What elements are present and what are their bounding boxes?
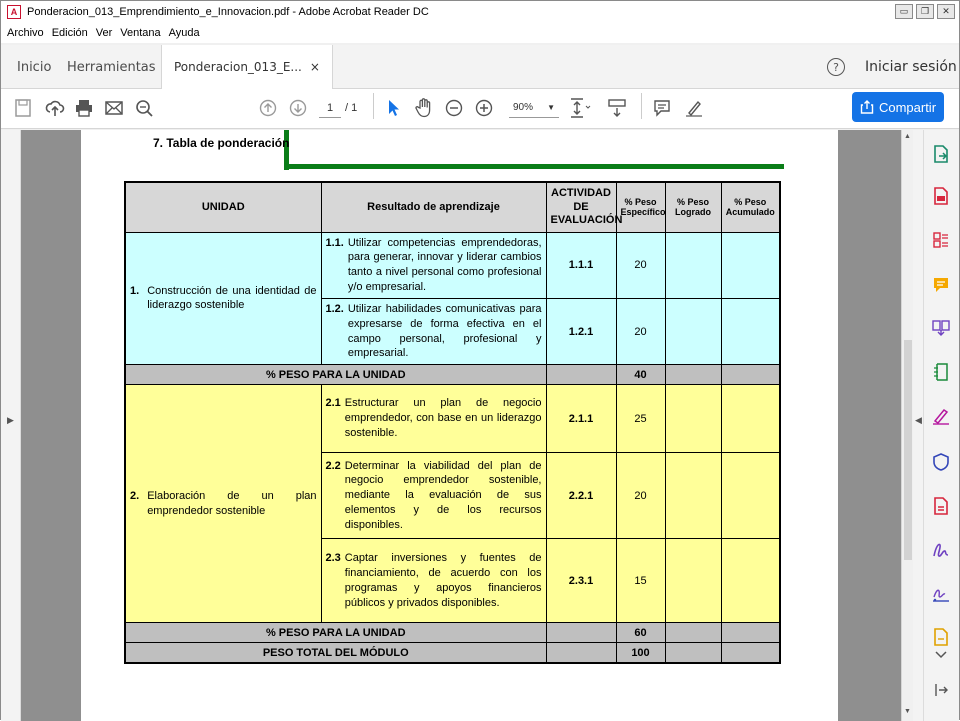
hand-tool-icon[interactable] <box>415 97 433 119</box>
share-label: Compartir <box>878 99 937 115</box>
stamp-tool-icon[interactable] <box>931 627 951 647</box>
header-resultado: Resultado de aprendizaje <box>321 182 546 232</box>
unit-name: Construcción de una identidad de liderazgo sostenible <box>147 284 317 312</box>
signin-link[interactable]: Iniciar sesión <box>865 59 957 75</box>
save-icon[interactable] <box>15 97 31 119</box>
organize-pages-icon[interactable] <box>931 230 951 250</box>
tab-close-icon[interactable]: × <box>309 60 320 74</box>
page-total: / 1 <box>345 102 358 114</box>
scroll-down-icon[interactable]: ▼ <box>904 708 911 715</box>
zoom-select[interactable] <box>509 98 559 118</box>
window-title: Ponderacion_013_Emprendimiento_e_Innovacion.pdf - Adobe Acrobat Reader DC <box>27 6 429 18</box>
pdf-page <box>81 130 838 721</box>
result-number: 2.1 <box>325 397 341 410</box>
print-icon[interactable] <box>75 97 93 119</box>
result-text: Determinar la viabilidad del plan de negocio emprendedor sostenible, mediante la evaluación de sus elementos y de los recursos disponibles. <box>344 459 542 532</box>
zoom-out-icon[interactable] <box>445 97 463 119</box>
left-panel-toggle-strip <box>1 130 21 721</box>
achieved-cell <box>665 298 721 364</box>
activity-cell: 2.1.1 <box>546 385 616 453</box>
minimize-button[interactable]: ▭ <box>895 4 913 19</box>
subtotal-label: % PESO PARA LA UNIDAD <box>125 623 546 643</box>
weight-cell: 20 <box>616 298 665 364</box>
share-button[interactable] <box>852 92 944 122</box>
send-pdf-icon[interactable] <box>931 496 951 516</box>
comment-tool-icon[interactable] <box>931 275 951 295</box>
total-value: 100 <box>616 643 665 663</box>
certificate-sign-icon[interactable] <box>931 584 951 604</box>
activity-cell: 1.1.1 <box>546 232 616 298</box>
result-text: Estructurar un plan de negocio emprendedor, con base en un liderazgo sostenible. <box>344 397 542 440</box>
expand-left-panel-icon[interactable]: ▶ <box>7 415 14 425</box>
accumulated-cell <box>721 385 780 453</box>
cloud-upload-icon[interactable] <box>45 97 65 119</box>
scroll-mode-icon[interactable] <box>607 97 627 119</box>
collapse-panel-icon[interactable] <box>931 680 951 700</box>
zoom-value: 90% <box>513 102 534 113</box>
collapse-right-panel-icon[interactable]: ◀ <box>915 415 922 425</box>
compress-pdf-icon[interactable] <box>931 362 951 382</box>
subtotal-empty-cell <box>665 623 721 643</box>
restore-button[interactable]: ❐ <box>916 4 934 19</box>
result-text: Captar inversiones y fuentes de financiamiento, de acuerdo con los programas y apoyos financieros públicos y privados disponibles. <box>344 552 542 609</box>
toolbar <box>1 89 959 129</box>
accumulated-cell <box>721 453 780 539</box>
help-icon[interactable]: ? <box>827 58 845 76</box>
email-icon[interactable] <box>105 97 123 119</box>
accumulated-cell <box>721 539 780 623</box>
comment-icon[interactable] <box>653 97 671 119</box>
scroll-up-icon[interactable]: ▲ <box>904 133 911 140</box>
close-window-button[interactable]: ✕ <box>937 4 955 19</box>
activity-cell: 2.2.1 <box>546 453 616 539</box>
result-cell <box>321 385 546 453</box>
document-view <box>21 130 901 721</box>
subtotal-empty-cell <box>665 365 721 385</box>
right-tools-panel <box>923 130 959 721</box>
combine-files-icon[interactable] <box>931 318 951 338</box>
result-number: 2.3 <box>325 552 341 565</box>
total-empty-cell <box>546 643 616 663</box>
tab-tools[interactable]: Herramientas <box>67 59 156 75</box>
subtotal-row <box>125 623 780 643</box>
right-panel-toggle-strip <box>913 130 923 721</box>
green-decor-bar-horizontal <box>284 164 784 169</box>
header-actividad: ACTIVIDAD DE EVALUACIÓN <box>546 182 616 232</box>
header-peso-especifico: % Peso Específico <box>616 182 665 232</box>
select-cursor-icon[interactable] <box>387 97 401 119</box>
total-row <box>125 643 780 663</box>
table-row <box>125 232 780 298</box>
menu-ventana[interactable]: Ventana <box>120 27 161 39</box>
unit-cell <box>125 385 321 623</box>
page-number-input[interactable]: 1 <box>319 98 341 118</box>
toolbar-divider <box>373 95 375 117</box>
unit-cell <box>125 232 321 365</box>
total-label: PESO TOTAL DEL MÓDULO <box>125 643 546 663</box>
export-pdf-icon[interactable] <box>931 144 951 164</box>
result-number: 1.2. <box>325 302 344 315</box>
activity-cell: 2.3.1 <box>546 539 616 623</box>
window-controls <box>895 4 955 19</box>
tab-bar <box>1 45 959 89</box>
header-peso-logrado: % Peso Logrado <box>665 182 721 232</box>
table-row <box>125 385 780 453</box>
table-header-row <box>125 182 780 232</box>
accumulated-cell <box>721 298 780 364</box>
weight-cell: 25 <box>616 385 665 453</box>
next-page-icon[interactable] <box>289 97 307 119</box>
subtotal-value: 40 <box>616 365 665 385</box>
result-cell <box>321 298 546 364</box>
fill-sign-icon[interactable] <box>931 406 951 426</box>
protect-shield-icon[interactable] <box>931 452 951 472</box>
tab-document-label: Ponderacion_013_E... <box>174 60 302 74</box>
result-cell <box>321 539 546 623</box>
chevron-down-icon[interactable] <box>931 645 951 665</box>
menu-bar <box>1 23 959 43</box>
subtotal-empty-cell <box>546 623 616 643</box>
zoom-search-icon[interactable] <box>135 97 153 119</box>
result-number: 1.1. <box>325 236 344 249</box>
fit-page-icon[interactable] <box>569 97 593 119</box>
highlight-pen-icon[interactable] <box>685 97 703 119</box>
result-number: 2.2 <box>325 459 341 472</box>
achieved-cell <box>665 385 721 453</box>
title-bar <box>1 1 959 23</box>
menu-archivo[interactable]: Archivo <box>7 27 44 39</box>
create-pdf-icon[interactable] <box>931 186 951 206</box>
toolbar-divider-2 <box>641 95 643 117</box>
result-cell <box>321 232 546 298</box>
activity-cell: 1.2.1 <box>546 298 616 364</box>
accumulated-cell <box>721 232 780 298</box>
achieved-cell <box>665 232 721 298</box>
subtotal-row <box>125 365 780 385</box>
header-peso-acumulado: % Peso Acumulado <box>721 182 780 232</box>
menu-edicion[interactable]: Edición <box>51 27 88 39</box>
weight-cell: 20 <box>616 232 665 298</box>
result-text: Utilizar habilidades comunicativas para expresarse de forma efectiva en el campo personal, profesional y empresarial. <box>347 302 542 360</box>
scrollbar-thumb[interactable] <box>904 340 912 560</box>
subtotal-empty-cell <box>721 365 780 385</box>
result-cell <box>321 453 546 539</box>
zoom-in-icon[interactable] <box>475 97 493 119</box>
weighting-table <box>124 181 781 664</box>
unit-name: Elaboración de un plan emprendedor sostenible <box>147 489 317 517</box>
unit-number: 1. <box>130 284 140 297</box>
weight-cell: 20 <box>616 453 665 539</box>
total-empty-cell <box>665 643 721 663</box>
subtotal-empty-cell <box>721 623 780 643</box>
menu-ayuda[interactable]: Ayuda <box>168 27 200 39</box>
section-title: 7. Tabla de ponderación <box>153 136 290 150</box>
subtotal-empty-cell <box>546 365 616 385</box>
result-text: Utilizar competencias emprendedoras, para generar, innovar y liderar cambios tanto a nivel personal como profesional y/o empresarial. <box>347 236 542 294</box>
achieved-cell <box>665 539 721 623</box>
subtotal-label: % PESO PARA LA UNIDAD <box>125 365 546 385</box>
menu-ver[interactable]: Ver <box>95 27 113 39</box>
request-signature-icon[interactable] <box>931 540 951 560</box>
total-empty-cell <box>721 643 780 663</box>
vertical-scrollbar[interactable] <box>901 130 913 721</box>
achieved-cell <box>665 453 721 539</box>
tab-document[interactable] <box>161 45 333 89</box>
header-unidad: UNIDAD <box>125 182 321 232</box>
acrobat-app-icon: A <box>7 5 21 19</box>
chevron-down-icon: ▼ <box>547 103 555 112</box>
share-icon <box>860 100 874 114</box>
subtotal-value: 60 <box>616 623 665 643</box>
unit-number: 2. <box>130 489 140 502</box>
weight-cell: 15 <box>616 539 665 623</box>
tab-home[interactable]: Inicio <box>17 59 52 75</box>
previous-page-icon[interactable] <box>259 97 277 119</box>
